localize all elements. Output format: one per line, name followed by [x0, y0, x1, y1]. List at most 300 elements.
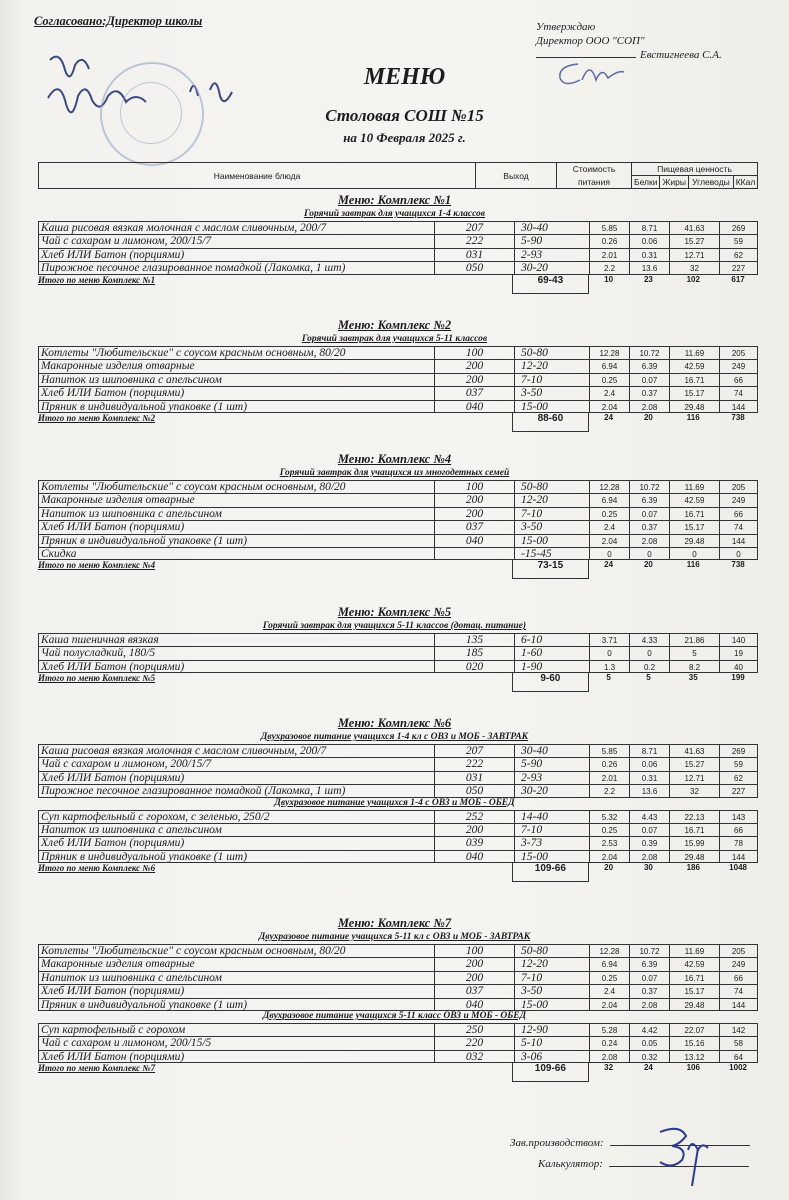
dish-kcal: 74	[719, 984, 758, 997]
dish-name: Хлеб ИЛИ Батон (порциями)	[38, 771, 434, 784]
dish-row	[38, 646, 758, 659]
dish-row	[38, 784, 758, 797]
total-price: 109-66	[512, 863, 589, 882]
dish-price: 1-60	[514, 646, 589, 659]
total-kcal: 617	[731, 274, 745, 284]
total-protein: 24	[604, 412, 614, 422]
dish-fat: 0	[629, 646, 669, 659]
dish-kcal: 205	[719, 944, 758, 957]
dish-carbs: 42.59	[669, 359, 719, 372]
dish-price: 14-40	[514, 810, 589, 823]
dish-carbs: 29.48	[669, 400, 719, 413]
dish-protein: 6.94	[589, 957, 629, 970]
dish-output: 252	[434, 810, 514, 823]
dish-price: 3-50	[514, 386, 589, 399]
dish-table	[38, 1023, 758, 1063]
dish-row	[38, 660, 758, 673]
dish-fat: 0.32	[629, 1050, 669, 1063]
column-header-table	[38, 162, 758, 189]
dish-name: Котлеты "Любительские" с соусом красным основным, 80/20	[38, 480, 434, 493]
dish-price: 15-00	[514, 850, 589, 863]
total-fat: 20	[643, 560, 653, 570]
dish-name: Суп картофельный с горохом, с зеленью, 250/2	[38, 810, 434, 823]
dish-price: 3-50	[514, 984, 589, 997]
dish-price: 15-00	[514, 998, 589, 1011]
dish-price: 5-90	[514, 234, 589, 247]
dish-protein: 0.25	[589, 823, 629, 836]
total-fat: 5	[646, 673, 651, 683]
dish-output: 100	[434, 346, 514, 359]
dish-protein: 2.4	[589, 386, 629, 399]
dish-protein: 0.25	[589, 373, 629, 386]
dish-price: -15-45	[514, 547, 589, 560]
dish-carbs: 0	[669, 547, 719, 560]
dish-protein: 2.53	[589, 836, 629, 849]
total-carbs: 116	[686, 560, 700, 570]
dish-fat: 13.6	[629, 261, 669, 274]
dish-name: Каша пшеничная вязкая	[38, 633, 434, 646]
dish-kcal: 64	[719, 1050, 758, 1063]
dish-name: Хлеб ИЛИ Батон (порциями)	[38, 660, 434, 673]
dish-output: 031	[434, 248, 514, 261]
dish-carbs: 15.16	[669, 1036, 719, 1049]
total-price: 9-60	[512, 673, 589, 692]
dish-carbs: 15.17	[669, 520, 719, 533]
total-protein: 24	[604, 560, 614, 570]
dish-name: Напиток из шиповника с апельсином	[38, 373, 434, 386]
dish-carbs: 29.48	[669, 998, 719, 1011]
dish-carbs: 42.59	[669, 493, 719, 506]
dish-carbs: 16.71	[669, 373, 719, 386]
dish-output: 200	[434, 507, 514, 520]
dish-output: 200	[434, 493, 514, 506]
dish-kcal: 144	[719, 534, 758, 547]
dish-carbs: 15.17	[669, 984, 719, 997]
dish-output: 040	[434, 998, 514, 1011]
dish-protein: 12.28	[589, 944, 629, 957]
dish-output: 100	[434, 480, 514, 493]
dish-protein: 3.71	[589, 633, 629, 646]
total-kcal: 1048	[729, 863, 747, 873]
dish-row	[38, 534, 758, 547]
dish-output: 050	[434, 261, 514, 274]
col-dish-name: Наименование блюда	[39, 163, 476, 189]
dish-kcal: 62	[719, 248, 758, 261]
dish-protein: 5.85	[589, 221, 629, 234]
dish-protein: 2.4	[589, 984, 629, 997]
dish-row	[38, 1050, 758, 1063]
director-name: Евстигнеева С.А.	[640, 49, 722, 61]
dish-name: Напиток из шиповника с апельсином	[38, 971, 434, 984]
dish-carbs: 32	[669, 784, 719, 797]
dish-protein: 5.28	[589, 1023, 629, 1036]
dish-kcal: 62	[719, 771, 758, 784]
calculator-label: Калькулятор:	[538, 1158, 603, 1170]
dish-output: 032	[434, 1050, 514, 1063]
dish-fat: 10.72	[629, 944, 669, 957]
dish-fat: 4.33	[629, 633, 669, 646]
dish-fat: 0.2	[629, 660, 669, 673]
dish-kcal: 59	[719, 234, 758, 247]
col-price-1: Стоимость	[557, 163, 632, 176]
dish-carbs: 12.71	[669, 771, 719, 784]
dish-row	[38, 480, 758, 493]
dish-protein: 1.3	[589, 660, 629, 673]
dish-kcal: 66	[719, 971, 758, 984]
dish-kcal: 205	[719, 346, 758, 359]
dish-kcal: 78	[719, 836, 758, 849]
total-label: Итого по меню Комплекс №1	[38, 274, 156, 285]
total-fat: 30	[643, 863, 653, 873]
section-total	[38, 560, 758, 574]
dish-kcal: 0	[719, 547, 758, 560]
dish-table	[38, 810, 758, 864]
dish-output: 020	[434, 660, 514, 673]
menu-date: на 10 Февраля 2025 г.	[343, 130, 466, 145]
dish-kcal: 249	[719, 957, 758, 970]
dish-price: 3-06	[514, 1050, 589, 1063]
dish-protein: 0	[589, 646, 629, 659]
menu-title: Меню: Комплекс №5	[337, 605, 452, 619]
total-label: Итого по меню Комплекс №5	[38, 673, 156, 684]
total-kcal: 1002	[729, 1063, 747, 1073]
dish-row	[38, 520, 758, 533]
dish-kcal: 142	[719, 1023, 758, 1036]
dish-kcal: 249	[719, 493, 758, 506]
col-kcal: ККал	[733, 176, 757, 189]
dish-protein: 0.24	[589, 1036, 629, 1049]
menu-title: Меню: Комплекс №4	[337, 452, 452, 466]
dish-carbs: 15.27	[669, 757, 719, 770]
dish-output: 220	[434, 1036, 514, 1049]
dish-fat: 2.08	[629, 400, 669, 413]
dish-fat: 0.31	[629, 771, 669, 784]
meal-subtitle: Горячий завтрак для учащихся 5-11 классов	[301, 334, 488, 344]
total-protein: 10	[604, 274, 614, 284]
dish-table	[38, 944, 758, 1011]
dish-kcal: 249	[719, 359, 758, 372]
section-total	[38, 673, 758, 687]
dish-kcal: 74	[719, 520, 758, 533]
dish-carbs: 11.69	[669, 480, 719, 493]
section-total	[38, 863, 758, 877]
dish-name: Хлеб ИЛИ Батон (порциями)	[38, 836, 434, 849]
menu-section	[0, 318, 789, 427]
dish-fat: 0.07	[629, 823, 669, 836]
dish-protein: 2.08	[589, 1050, 629, 1063]
total-carbs: 106	[686, 1063, 700, 1073]
dish-name: Напиток из шиповника с апельсином	[38, 823, 434, 836]
dish-name: Чай с сахаром и лимоном, 200/15/7	[38, 757, 434, 770]
dish-output: 039	[434, 836, 514, 849]
meal-subtitle: Горячий завтрак для учащихся из многодетных семей	[279, 468, 510, 478]
section-total	[38, 275, 758, 289]
school-name: Столовая СОШ №15	[325, 106, 484, 125]
dish-row	[38, 234, 758, 247]
dish-kcal: 58	[719, 1036, 758, 1049]
dish-carbs: 5	[669, 646, 719, 659]
dish-kcal: 74	[719, 386, 758, 399]
dish-table	[38, 221, 758, 275]
dish-row	[38, 248, 758, 261]
dish-fat: 0.39	[629, 836, 669, 849]
dish-protein: 2.04	[589, 400, 629, 413]
total-protein: 20	[604, 863, 614, 873]
dish-fat: 2.08	[629, 998, 669, 1011]
dish-price: 7-10	[514, 971, 589, 984]
menu-section	[0, 452, 789, 574]
total-carbs: 186	[686, 863, 700, 873]
total-label: Итого по меню Комплекс №2	[38, 412, 156, 423]
dish-name: Напиток из шиповника с апельсином	[38, 507, 434, 520]
dish-name: Хлеб ИЛИ Батон (порциями)	[38, 520, 434, 533]
dish-name: Чай с сахаром и лимоном, 200/15/7	[38, 234, 434, 247]
dish-output: 207	[434, 221, 514, 234]
dish-fat: 0.07	[629, 507, 669, 520]
dish-table	[38, 744, 758, 798]
menu-section	[0, 716, 789, 877]
dish-kcal: 227	[719, 784, 758, 797]
dish-output: 037	[434, 984, 514, 997]
dish-carbs: 11.69	[669, 346, 719, 359]
dish-protein: 5.32	[589, 810, 629, 823]
dish-carbs: 29.48	[669, 534, 719, 547]
dish-price: 1-90	[514, 660, 589, 673]
dish-name: Макаронные изделия отварные	[38, 493, 434, 506]
menu-section	[0, 605, 789, 687]
total-kcal: 199	[731, 673, 745, 683]
dish-row	[38, 493, 758, 506]
dish-row	[38, 386, 758, 399]
dish-row	[38, 346, 758, 359]
dish-fat: 8.71	[629, 744, 669, 757]
total-fat: 23	[643, 274, 653, 284]
dish-output: 222	[434, 234, 514, 247]
dish-name: Пирожное песочное глазированное помадкой (Лакомка, 1 шт)	[38, 261, 434, 274]
director-label: Директор ООО "СОП"	[536, 35, 645, 47]
dish-output: 050	[434, 784, 514, 797]
dish-name: Пряник в индивидуальной упаковке (1 шт)	[38, 400, 434, 413]
dish-price: 30-40	[514, 744, 589, 757]
total-protein: 32	[604, 1063, 614, 1073]
dish-protein: 2.04	[589, 850, 629, 863]
total-price: 73-15	[512, 560, 589, 579]
meal-subtitle: Горячий завтрак для учащихся 1-4 классов	[303, 209, 486, 219]
dish-kcal: 269	[719, 744, 758, 757]
total-fat: 24	[643, 1063, 653, 1073]
dish-name: Чай с сахаром и лимоном, 200/15/5	[38, 1036, 434, 1049]
dish-price: 12-20	[514, 359, 589, 372]
dish-carbs: 32	[669, 261, 719, 274]
dish-price: 5-10	[514, 1036, 589, 1049]
dish-output: 200	[434, 957, 514, 970]
dish-row	[38, 400, 758, 413]
dish-carbs: 15.17	[669, 386, 719, 399]
dish-row	[38, 998, 758, 1011]
dish-kcal: 19	[719, 646, 758, 659]
menu-title: Меню: Комплекс №7	[337, 916, 452, 930]
dish-name: Хлеб ИЛИ Батон (порциями)	[38, 386, 434, 399]
dish-carbs: 16.71	[669, 507, 719, 520]
dish-fat: 6.39	[629, 493, 669, 506]
dish-protein: 6.94	[589, 493, 629, 506]
dish-row	[38, 633, 758, 646]
dish-output: 031	[434, 771, 514, 784]
dish-price: 2-93	[514, 771, 589, 784]
dish-row	[38, 957, 758, 970]
dish-fat: 13.6	[629, 784, 669, 797]
dish-price: 30-40	[514, 221, 589, 234]
dish-output: 185	[434, 646, 514, 659]
section-total	[38, 413, 758, 427]
dish-fat: 6.39	[629, 359, 669, 372]
dish-carbs: 16.71	[669, 971, 719, 984]
dish-output: 135	[434, 633, 514, 646]
meal-subtitle: Двухразовое питание учащихся 5-11 класс ОВЗ и МОБ - ОБЕД	[262, 1010, 527, 1021]
dish-fat: 2.08	[629, 850, 669, 863]
dish-name: Хлеб ИЛИ Батон (порциями)	[38, 1050, 434, 1063]
dish-fat: 0.06	[629, 234, 669, 247]
dish-row	[38, 836, 758, 849]
total-price: 69-43	[512, 275, 589, 294]
dish-name: Котлеты "Любительские" с соусом красным основным, 80/20	[38, 944, 434, 957]
dish-price: 6-10	[514, 633, 589, 646]
dish-protein: 2.01	[589, 771, 629, 784]
total-fat: 20	[643, 412, 653, 422]
dish-price: 3-50	[514, 520, 589, 533]
dish-row	[38, 757, 758, 770]
dish-price: 3-73	[514, 836, 589, 849]
dish-protein: 12.28	[589, 480, 629, 493]
dish-fat: 10.72	[629, 480, 669, 493]
col-fat: Жиры	[660, 176, 688, 189]
dish-table	[38, 480, 758, 560]
total-price: 88-60	[512, 413, 589, 432]
dish-row	[38, 373, 758, 386]
meal-subtitle: Горячий завтрак для учащихся 5-11 классов (дотац. питание)	[262, 621, 527, 631]
dish-fat: 6.39	[629, 957, 669, 970]
dish-carbs: 42.59	[669, 957, 719, 970]
dish-carbs: 15.99	[669, 836, 719, 849]
dish-fat: 0.37	[629, 386, 669, 399]
dish-price: 15-00	[514, 400, 589, 413]
dish-kcal: 269	[719, 221, 758, 234]
dish-row	[38, 1023, 758, 1036]
col-nutrition: Пищевая ценность	[632, 163, 758, 176]
dish-fat: 4.42	[629, 1023, 669, 1036]
dish-name: Котлеты "Любительские" с соусом красным основным, 80/20	[38, 346, 434, 359]
dish-price: 30-20	[514, 261, 589, 274]
dish-fat: 0.05	[629, 1036, 669, 1049]
dish-name: Суп картофельный с горохом	[38, 1023, 434, 1036]
total-protein: 5	[606, 673, 611, 683]
dish-carbs: 22.07	[669, 1023, 719, 1036]
total-label: Итого по меню Комплекс №4	[38, 560, 156, 571]
dish-fat: 2.08	[629, 534, 669, 547]
dish-name: Пряник в индивидуальной упаковке (1 шт)	[38, 534, 434, 547]
dish-carbs: 13.12	[669, 1050, 719, 1063]
dish-name: Пряник в индивидуальной упаковке (1 шт)	[38, 998, 434, 1011]
dish-price: 7-10	[514, 823, 589, 836]
dish-protein: 0.26	[589, 757, 629, 770]
dish-protein: 0	[589, 547, 629, 560]
dish-output: 200	[434, 359, 514, 372]
dish-kcal: 66	[719, 507, 758, 520]
dish-carbs: 29.48	[669, 850, 719, 863]
dish-carbs: 16.71	[669, 823, 719, 836]
dish-name: Каша рисовая вязкая молочная с маслом сливочным, 200/7	[38, 744, 434, 757]
dish-kcal: 144	[719, 400, 758, 413]
dish-fat: 0.37	[629, 984, 669, 997]
dish-fat: 10.72	[629, 346, 669, 359]
meal-subtitle: Двухразовое питание учащихся 5-11 кл с ОВЗ и МОБ - ЗАВТРАК	[258, 932, 531, 942]
meal-subtitle: Двухразовое питание учащихся 1-4 кл с ОВЗ и МОБ - ЗАВТРАК	[260, 732, 529, 742]
page-title: МЕНЮ	[363, 64, 446, 90]
dish-protein: 12.28	[589, 346, 629, 359]
dish-protein: 2.04	[589, 998, 629, 1011]
dish-carbs: 15.27	[669, 234, 719, 247]
dish-output: 200	[434, 373, 514, 386]
dish-table	[38, 633, 758, 673]
dish-name: Пирожное песочное глазированное помадкой (Лакомка, 1 шт)	[38, 784, 434, 797]
dish-row	[38, 744, 758, 757]
dish-price: 50-80	[514, 944, 589, 957]
dish-carbs: 41.63	[669, 221, 719, 234]
total-kcal: 738	[731, 412, 745, 422]
dish-kcal: 59	[719, 757, 758, 770]
dish-price: 50-80	[514, 346, 589, 359]
dish-name: Чай полусладкий, 180/5	[38, 646, 434, 659]
dish-row	[38, 771, 758, 784]
dish-row	[38, 850, 758, 863]
dish-row	[38, 984, 758, 997]
total-carbs: 35	[688, 673, 698, 683]
total-carbs: 116	[686, 412, 700, 422]
dish-name: Макаронные изделия отварные	[38, 957, 434, 970]
dish-kcal: 66	[719, 823, 758, 836]
dish-kcal: 144	[719, 998, 758, 1011]
approval-left: Согласовано:Директор школы	[34, 14, 203, 28]
dish-protein: 2.01	[589, 248, 629, 261]
dish-kcal: 144	[719, 850, 758, 863]
dish-protein: 6.94	[589, 359, 629, 372]
dish-row	[38, 221, 758, 234]
dish-carbs: 12.71	[669, 248, 719, 261]
signature-bottom	[640, 1120, 730, 1190]
dish-row	[38, 823, 758, 836]
dish-output: 037	[434, 520, 514, 533]
total-carbs: 102	[686, 274, 700, 284]
dish-output: 100	[434, 944, 514, 957]
dish-fat: 0.31	[629, 248, 669, 261]
dish-output: 222	[434, 757, 514, 770]
dish-price: 2-93	[514, 248, 589, 261]
dish-fat: 0.37	[629, 520, 669, 533]
dish-protein: 2.4	[589, 520, 629, 533]
dish-kcal: 66	[719, 373, 758, 386]
dish-output: 037	[434, 386, 514, 399]
dish-protein: 0.26	[589, 234, 629, 247]
dish-protein: 2.2	[589, 261, 629, 274]
dish-row	[38, 971, 758, 984]
dish-output: 200	[434, 823, 514, 836]
dish-price: 15-00	[514, 534, 589, 547]
col-output: Выход	[476, 163, 557, 189]
section-total	[38, 1063, 758, 1077]
production-label: Зав.производством:	[510, 1137, 604, 1149]
approve-label: Утверждаю	[536, 21, 596, 33]
dish-row	[38, 261, 758, 274]
